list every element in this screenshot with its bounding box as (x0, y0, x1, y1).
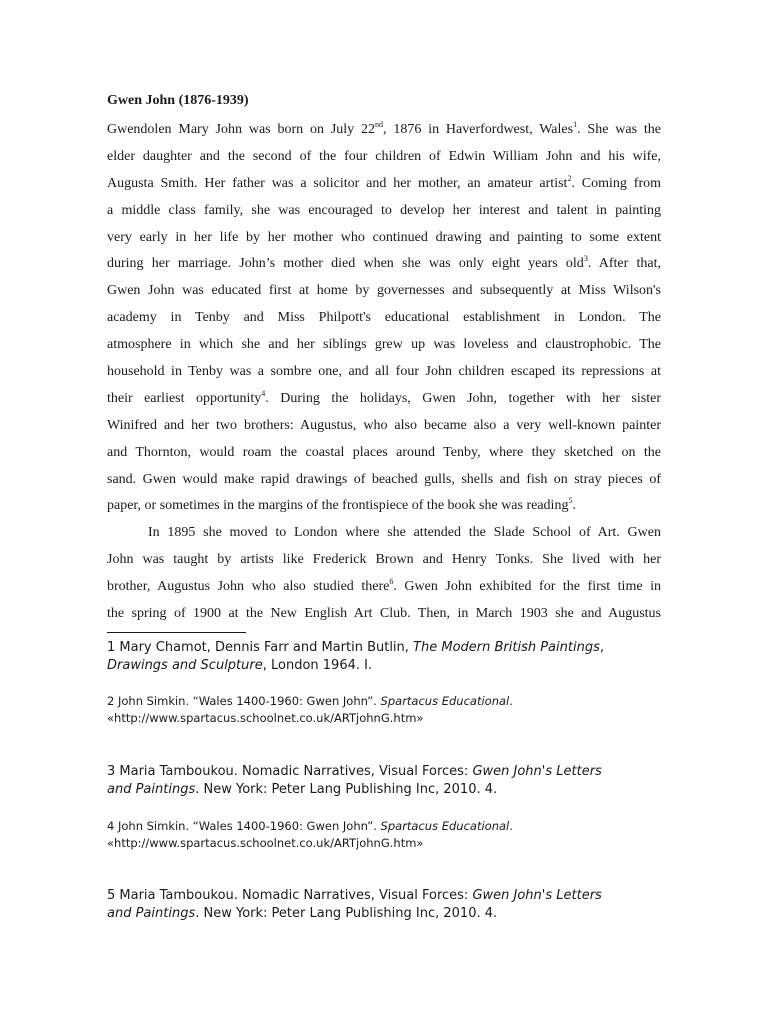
text-run: 2 John Simkin. “Wales 1400-1960: Gwen John”. (107, 694, 381, 708)
footnote-ref: 1 (573, 120, 578, 129)
text-run: Gwen John was educated first at home by governesses and subsequently at Miss Wilson's (107, 283, 661, 299)
text-run: Gwendolen Mary John was born on July 22 (107, 122, 375, 137)
italic-text: Gwen John's Letters (472, 888, 602, 903)
text-run: «http://www.spartacus.schoolnet.co.uk/ARTjohnG.htm» (107, 836, 424, 850)
text-run: . New York: Peter Lang Publishing Inc, 2010. 4. (195, 906, 498, 921)
body-line (107, 144, 661, 171)
text-run: atmosphere in which she and her siblings grew up was loveless and claustrophobic. The (107, 337, 661, 353)
text-run: , London 1964. I. (262, 658, 373, 673)
text-run: In 1895 she moved to London where she attended the Slade School of Art. Gwen (148, 525, 661, 541)
text-run: paper, or sometimes in the margins of the frontispiece of the book she was reading (107, 498, 569, 514)
body-line (107, 467, 661, 494)
body-line (107, 440, 661, 467)
document-title: Gwen John (1876-1939) (107, 93, 249, 108)
text-run: . (509, 819, 513, 833)
text-run: Winifred and her two brothers: Augustus, who also became also a very well-known painter (107, 417, 661, 433)
body-line (107, 520, 661, 547)
text-run: . She was the (577, 122, 661, 137)
body-line (107, 251, 661, 278)
italic-text: Gwen John's Letters (472, 764, 602, 779)
italic-text: Drawings and Sculpture (107, 658, 263, 673)
text-run: the spring of 1900 at the New English Art Club. Then, in March 1903 she and Augustus (107, 606, 661, 622)
text-run: John was taught by artists like Frederick Brown and Henry Tonks. She lived with her (107, 552, 661, 568)
body-line (107, 171, 661, 198)
footnote-ref: 3 (583, 254, 588, 264)
body-line (107, 332, 661, 359)
body-line (107, 413, 661, 440)
footnote-ref: 4 (261, 388, 266, 398)
body-line (107, 117, 661, 144)
text-run: . During the holidays, Gwen John, together with her sister (265, 390, 661, 406)
body-line (107, 601, 661, 628)
body-paragraphs (107, 117, 661, 628)
text-run: during her marriage. John’s mother died when she was only eight years old (107, 256, 584, 272)
body-line (107, 493, 661, 520)
italic-text: The Modern British Paintings (413, 640, 600, 655)
text-run: 3 Maria Tamboukou. Nomadic Narratives, Visual Forces: (107, 764, 473, 779)
text-run: , (599, 640, 604, 655)
footnote-1 (107, 639, 667, 675)
text-run: a middle class family, she was encouraged to develop her interest and talent in painting (107, 202, 661, 218)
footnote-ref: 2 (567, 173, 572, 183)
text-run: . (509, 694, 513, 708)
text-run: their earliest opportunity (107, 390, 262, 406)
text-run: 1 Mary Chamot, Dennis Farr and Martin Butlin, (107, 640, 414, 655)
text-run: 5 Maria Tamboukou. Nomadic Narratives, Visual Forces: (107, 888, 473, 903)
footnote-ref: 5 (568, 496, 573, 506)
text-run: academy in Tenby and Miss Philpott's educational establishment in London. The (107, 310, 661, 326)
body-line (107, 574, 661, 601)
italic-text: Spartacus Educational (380, 694, 510, 708)
body-line (107, 305, 661, 332)
text-run: sand. Gwen would make rapid drawings of beached gulls, shells and fish on stray pieces of (107, 471, 661, 487)
text-run: «http://www.spartacus.schoolnet.co.uk/ARTjohnG.htm» (107, 711, 424, 725)
footnote-ref: 6 (389, 577, 394, 587)
body-line (107, 547, 661, 574)
italic-text: Spartacus Educational (380, 819, 510, 833)
text-run: very early in her life by her mother who continued drawing and painting to some extent (107, 229, 661, 245)
text-run: household in Tenby was a sombre one, and all four John children escaped its repressions at (107, 364, 661, 380)
footnote-3 (107, 763, 667, 799)
text-run: Augusta Smith. Her father was a solicitor and her mother, an amateur artist (107, 175, 568, 191)
body-line (107, 386, 661, 413)
text-run: . Gwen John exhibited for the first time in (393, 579, 661, 595)
italic-text: and Paintings (107, 782, 196, 797)
text-run: . (572, 498, 576, 514)
italic-text: and Paintings (107, 906, 196, 921)
body-line (107, 198, 661, 225)
text-run: 4 John Simkin. “Wales 1400-1960: Gwen John”. (107, 819, 381, 833)
body-line (107, 225, 661, 252)
footnote-2 (107, 693, 667, 727)
footnote-4 (107, 818, 667, 852)
body-line (107, 278, 661, 305)
body-line (107, 359, 661, 386)
text-run: elder daughter and the second of the four children of Edwin William John and his wife, (107, 148, 661, 164)
footnote-5 (107, 887, 667, 923)
footnote-separator (107, 632, 246, 633)
text-run: . Coming from (571, 175, 661, 191)
text-run: . After that, (587, 256, 661, 272)
text-run: . New York: Peter Lang Publishing Inc, 2010. 4. (195, 782, 498, 797)
footnote-ref: nd (375, 120, 383, 129)
text-run: brother, Augustus John who also studied there (107, 579, 390, 595)
text-run: and Thornton, would roam the coastal places around Tenby, where they sketched on the (107, 444, 661, 460)
text-run: , 1876 in Haverfordwest, Wales (383, 122, 574, 137)
